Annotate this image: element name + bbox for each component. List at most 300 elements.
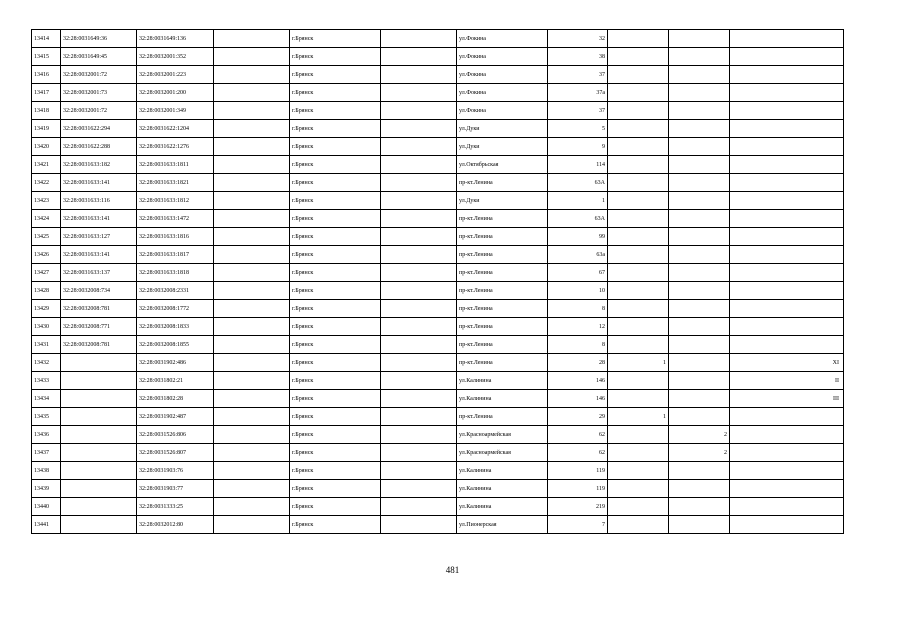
street-cell: ул.Фокина [457, 102, 548, 120]
old-cadastral-number-cell [61, 516, 137, 534]
record-number-cell: 13439 [32, 480, 61, 498]
registry-table [31, 29, 844, 534]
floor-cell [669, 300, 730, 318]
building-cell [608, 444, 669, 462]
empty-cell [381, 498, 457, 516]
table-row [32, 426, 844, 444]
room-cell [730, 408, 844, 426]
street-cell: ул.Дуки [457, 192, 548, 210]
room-cell [730, 30, 844, 48]
room-cell: III [730, 390, 844, 408]
building-cell [608, 426, 669, 444]
table-row [32, 516, 844, 534]
table-row [32, 174, 844, 192]
floor-cell [669, 174, 730, 192]
floor-cell [669, 264, 730, 282]
house-number-cell: 8 [548, 336, 608, 354]
registry-body [32, 30, 844, 534]
city-cell: г.Брянск [290, 246, 381, 264]
street-cell: пр-кт.Ленина [457, 282, 548, 300]
empty-cell [381, 66, 457, 84]
record-number-cell: 13422 [32, 174, 61, 192]
cadastral-number-cell: 32:28:0031649:136 [137, 30, 214, 48]
empty-cell [381, 282, 457, 300]
table-row [32, 192, 844, 210]
empty-cell [381, 174, 457, 192]
table-row [32, 282, 844, 300]
building-cell [608, 192, 669, 210]
street-cell: ул.Калинина [457, 462, 548, 480]
street-cell: ул.Пионерская [457, 516, 548, 534]
table-row [32, 300, 844, 318]
old-cadastral-number-cell [61, 498, 137, 516]
cadastral-number-cell: 32:28:0031633:1811 [137, 156, 214, 174]
room-cell [730, 120, 844, 138]
street-cell: ул.Калинина [457, 372, 548, 390]
empty-cell [214, 246, 290, 264]
cadastral-number-cell: 32:28:0032012:80 [137, 516, 214, 534]
empty-cell [381, 516, 457, 534]
record-number-cell: 13432 [32, 354, 61, 372]
empty-cell [214, 192, 290, 210]
table-row [32, 138, 844, 156]
building-cell [608, 300, 669, 318]
city-cell: г.Брянск [290, 300, 381, 318]
street-cell: ул.Фокина [457, 48, 548, 66]
empty-cell [214, 102, 290, 120]
empty-cell [381, 210, 457, 228]
city-cell: г.Брянск [290, 156, 381, 174]
table-row [32, 120, 844, 138]
floor-cell [669, 210, 730, 228]
building-cell [608, 210, 669, 228]
floor-cell [669, 408, 730, 426]
cadastral-number-cell: 32:28:0032008:1855 [137, 336, 214, 354]
record-number-cell: 13430 [32, 318, 61, 336]
building-cell [608, 264, 669, 282]
room-cell [730, 480, 844, 498]
empty-cell [381, 264, 457, 282]
building-cell [608, 498, 669, 516]
house-number-cell: 146 [548, 390, 608, 408]
floor-cell [669, 390, 730, 408]
house-number-cell: 63А [548, 210, 608, 228]
old-cadastral-number-cell: 32:28:0031633:137 [61, 264, 137, 282]
floor-cell [669, 138, 730, 156]
empty-cell [381, 372, 457, 390]
record-number-cell: 13429 [32, 300, 61, 318]
table-row [32, 480, 844, 498]
record-number-cell: 13427 [32, 264, 61, 282]
building-cell [608, 102, 669, 120]
empty-cell [214, 354, 290, 372]
street-cell: ул.Фокина [457, 84, 548, 102]
house-number-cell: 119 [548, 462, 608, 480]
house-number-cell: 146 [548, 372, 608, 390]
city-cell: г.Брянск [290, 30, 381, 48]
page-number: 481 [445, 565, 460, 575]
cadastral-number-cell: 32:28:0031903:77 [137, 480, 214, 498]
old-cadastral-number-cell [61, 390, 137, 408]
old-cadastral-number-cell: 32:28:0031633:141 [61, 246, 137, 264]
house-number-cell: 63а [548, 246, 608, 264]
old-cadastral-number-cell [61, 444, 137, 462]
record-number-cell: 13441 [32, 516, 61, 534]
cadastral-number-cell: 32:28:0032008:1772 [137, 300, 214, 318]
record-number-cell: 13435 [32, 408, 61, 426]
old-cadastral-number-cell: 32:28:0032001:72 [61, 102, 137, 120]
floor-cell [669, 318, 730, 336]
empty-cell [381, 138, 457, 156]
empty-cell [381, 48, 457, 66]
old-cadastral-number-cell: 32:28:0032001:73 [61, 84, 137, 102]
house-number-cell: 7 [548, 516, 608, 534]
old-cadastral-number-cell: 32:28:0031649:36 [61, 30, 137, 48]
empty-cell [214, 156, 290, 174]
record-number-cell: 13421 [32, 156, 61, 174]
house-number-cell: 28 [548, 354, 608, 372]
table-row [32, 408, 844, 426]
empty-cell [214, 174, 290, 192]
building-cell [608, 372, 669, 390]
table-row [32, 102, 844, 120]
house-number-cell: 8 [548, 300, 608, 318]
room-cell [730, 192, 844, 210]
city-cell: г.Брянск [290, 120, 381, 138]
table-row [32, 228, 844, 246]
floor-cell [669, 336, 730, 354]
street-cell: пр-кт.Ленина [457, 354, 548, 372]
street-cell: пр-кт.Ленина [457, 264, 548, 282]
record-number-cell: 13424 [32, 210, 61, 228]
floor-cell [669, 228, 730, 246]
floor-cell: 2 [669, 444, 730, 462]
empty-cell [214, 30, 290, 48]
old-cadastral-number-cell: 32:28:0031649:45 [61, 48, 137, 66]
house-number-cell: 12 [548, 318, 608, 336]
house-number-cell: 62 [548, 426, 608, 444]
street-cell: пр-кт.Ленина [457, 210, 548, 228]
street-cell: пр-кт.Ленина [457, 300, 548, 318]
building-cell [608, 480, 669, 498]
room-cell [730, 102, 844, 120]
record-number-cell: 13418 [32, 102, 61, 120]
house-number-cell: 119 [548, 480, 608, 498]
table-row [32, 336, 844, 354]
cadastral-number-cell: 32:28:0031633:1818 [137, 264, 214, 282]
empty-cell [381, 318, 457, 336]
building-cell [608, 138, 669, 156]
house-number-cell: 37 [548, 102, 608, 120]
cadastral-number-cell: 32:28:0032001:352 [137, 48, 214, 66]
old-cadastral-number-cell: 32:28:0031633:141 [61, 210, 137, 228]
building-cell [608, 30, 669, 48]
table-row [32, 444, 844, 462]
record-number-cell: 13433 [32, 372, 61, 390]
record-number-cell: 13437 [32, 444, 61, 462]
empty-cell [381, 354, 457, 372]
empty-cell [214, 498, 290, 516]
empty-cell [214, 426, 290, 444]
record-number-cell: 13440 [32, 498, 61, 516]
house-number-cell: 63А [548, 174, 608, 192]
empty-cell [214, 516, 290, 534]
building-cell [608, 228, 669, 246]
city-cell: г.Брянск [290, 264, 381, 282]
city-cell: г.Брянск [290, 192, 381, 210]
building-cell [608, 282, 669, 300]
building-cell [608, 390, 669, 408]
building-cell [608, 120, 669, 138]
floor-cell [669, 516, 730, 534]
cadastral-number-cell: 32:28:0031622:1276 [137, 138, 214, 156]
building-cell: 1 [608, 354, 669, 372]
house-number-cell: 219 [548, 498, 608, 516]
table-row [32, 462, 844, 480]
table-row [32, 84, 844, 102]
cadastral-number-cell: 32:28:0031903:76 [137, 462, 214, 480]
cadastral-number-cell: 32:28:0031633:1817 [137, 246, 214, 264]
room-cell [730, 300, 844, 318]
city-cell: г.Брянск [290, 282, 381, 300]
record-number-cell: 13419 [32, 120, 61, 138]
empty-cell [381, 300, 457, 318]
floor-cell: 2 [669, 426, 730, 444]
record-number-cell: 13431 [32, 336, 61, 354]
city-cell: г.Брянск [290, 336, 381, 354]
city-cell: г.Брянск [290, 354, 381, 372]
city-cell: г.Брянск [290, 84, 381, 102]
room-cell [730, 174, 844, 192]
street-cell: ул.Дуки [457, 138, 548, 156]
city-cell: г.Брянск [290, 66, 381, 84]
cadastral-number-cell: 32:28:0031633:1816 [137, 228, 214, 246]
room-cell [730, 138, 844, 156]
empty-cell [214, 138, 290, 156]
old-cadastral-number-cell: 32:28:0032008:781 [61, 300, 137, 318]
city-cell: г.Брянск [290, 480, 381, 498]
street-cell: ул.Красноармейская [457, 444, 548, 462]
house-number-cell: 1 [548, 192, 608, 210]
street-cell: ул.Калинина [457, 498, 548, 516]
empty-cell [214, 282, 290, 300]
city-cell: г.Брянск [290, 408, 381, 426]
table-row [32, 264, 844, 282]
street-cell: ул.Фокина [457, 30, 548, 48]
record-number-cell: 13415 [32, 48, 61, 66]
floor-cell [669, 66, 730, 84]
floor-cell [669, 246, 730, 264]
city-cell: г.Брянск [290, 498, 381, 516]
cadastral-number-cell: 32:28:0032001:349 [137, 102, 214, 120]
street-cell: пр-кт.Ленина [457, 318, 548, 336]
building-cell [608, 84, 669, 102]
city-cell: г.Брянск [290, 210, 381, 228]
house-number-cell: 32 [548, 30, 608, 48]
street-cell: ул.Фокина [457, 66, 548, 84]
street-cell: пр-кт.Ленина [457, 228, 548, 246]
building-cell [608, 174, 669, 192]
empty-cell [381, 120, 457, 138]
room-cell [730, 426, 844, 444]
empty-cell [214, 372, 290, 390]
city-cell: г.Брянск [290, 426, 381, 444]
room-cell [730, 336, 844, 354]
old-cadastral-number-cell [61, 408, 137, 426]
building-cell [608, 336, 669, 354]
old-cadastral-number-cell: 32:28:0032008:781 [61, 336, 137, 354]
cadastral-number-cell: 32:28:0031902:486 [137, 354, 214, 372]
street-cell: ул.Калинина [457, 390, 548, 408]
empty-cell [381, 84, 457, 102]
table-row [32, 210, 844, 228]
street-cell: пр-кт.Ленина [457, 408, 548, 426]
record-number-cell: 13417 [32, 84, 61, 102]
city-cell: г.Брянск [290, 318, 381, 336]
table-row [32, 66, 844, 84]
empty-cell [214, 300, 290, 318]
cadastral-number-cell: 32:28:0031526:806 [137, 426, 214, 444]
house-number-cell: 67 [548, 264, 608, 282]
cadastral-number-cell: 32:28:0031802:21 [137, 372, 214, 390]
street-cell: ул.Дуки [457, 120, 548, 138]
street-cell: ул.Октябрьская [457, 156, 548, 174]
empty-cell [381, 408, 457, 426]
building-cell [608, 462, 669, 480]
building-cell [608, 318, 669, 336]
street-cell: ул.Калинина [457, 480, 548, 498]
room-cell [730, 444, 844, 462]
street-cell: пр-кт.Ленина [457, 174, 548, 192]
record-number-cell: 13434 [32, 390, 61, 408]
city-cell: г.Брянск [290, 138, 381, 156]
city-cell: г.Брянск [290, 48, 381, 66]
floor-cell [669, 480, 730, 498]
house-number-cell: 9 [548, 138, 608, 156]
house-number-cell: 38 [548, 48, 608, 66]
room-cell [730, 228, 844, 246]
old-cadastral-number-cell [61, 462, 137, 480]
empty-cell [381, 156, 457, 174]
room-cell [730, 318, 844, 336]
cadastral-number-cell: 32:28:0031802:28 [137, 390, 214, 408]
city-cell: г.Брянск [290, 462, 381, 480]
old-cadastral-number-cell: 32:28:0032001:72 [61, 66, 137, 84]
record-number-cell: 13425 [32, 228, 61, 246]
room-cell: XI [730, 354, 844, 372]
old-cadastral-number-cell: 32:28:0032008:734 [61, 282, 137, 300]
house-number-cell: 37 [548, 66, 608, 84]
floor-cell [669, 462, 730, 480]
empty-cell [381, 228, 457, 246]
building-cell: 1 [608, 408, 669, 426]
record-number-cell: 13436 [32, 426, 61, 444]
empty-cell [381, 192, 457, 210]
building-cell [608, 516, 669, 534]
cadastral-number-cell: 32:28:0031633:1472 [137, 210, 214, 228]
floor-cell [669, 84, 730, 102]
room-cell [730, 66, 844, 84]
room-cell: II [730, 372, 844, 390]
old-cadastral-number-cell: 32:28:0031622:294 [61, 120, 137, 138]
table-row [32, 354, 844, 372]
room-cell [730, 462, 844, 480]
empty-cell [214, 120, 290, 138]
house-number-cell: 114 [548, 156, 608, 174]
house-number-cell: 5 [548, 120, 608, 138]
empty-cell [381, 246, 457, 264]
city-cell: г.Брянск [290, 228, 381, 246]
street-cell: пр-кт.Ленина [457, 246, 548, 264]
empty-cell [381, 390, 457, 408]
cadastral-number-cell: 32:28:0032001:200 [137, 84, 214, 102]
cadastral-number-cell: 32:28:0032001:223 [137, 66, 214, 84]
city-cell: г.Брянск [290, 102, 381, 120]
house-number-cell: 29 [548, 408, 608, 426]
empty-cell [214, 408, 290, 426]
empty-cell [381, 462, 457, 480]
record-number-cell: 13423 [32, 192, 61, 210]
empty-cell [214, 228, 290, 246]
room-cell [730, 246, 844, 264]
cadastral-number-cell: 32:28:0032008:2331 [137, 282, 214, 300]
city-cell: г.Брянск [290, 372, 381, 390]
building-cell [608, 48, 669, 66]
empty-cell [214, 210, 290, 228]
empty-cell [214, 318, 290, 336]
room-cell [730, 264, 844, 282]
room-cell [730, 516, 844, 534]
table-row [32, 318, 844, 336]
table-row [32, 390, 844, 408]
city-cell: г.Брянск [290, 174, 381, 192]
building-cell [608, 66, 669, 84]
cadastral-number-cell: 32:28:0031902:487 [137, 408, 214, 426]
empty-cell [381, 480, 457, 498]
room-cell [730, 156, 844, 174]
empty-cell [214, 48, 290, 66]
room-cell [730, 282, 844, 300]
empty-cell [381, 102, 457, 120]
floor-cell [669, 372, 730, 390]
record-number-cell: 13416 [32, 66, 61, 84]
record-number-cell: 13414 [32, 30, 61, 48]
old-cadastral-number-cell: 32:28:0031633:127 [61, 228, 137, 246]
cadastral-number-cell: 32:28:0031526:807 [137, 444, 214, 462]
floor-cell [669, 354, 730, 372]
empty-cell [214, 480, 290, 498]
table-row [32, 48, 844, 66]
old-cadastral-number-cell [61, 372, 137, 390]
floor-cell [669, 156, 730, 174]
floor-cell [669, 498, 730, 516]
empty-cell [214, 264, 290, 282]
record-number-cell: 13428 [32, 282, 61, 300]
empty-cell [214, 444, 290, 462]
empty-cell [214, 462, 290, 480]
cadastral-number-cell: 32:28:0031633:1812 [137, 192, 214, 210]
old-cadastral-number-cell: 32:28:0032008:771 [61, 318, 137, 336]
building-cell [608, 156, 669, 174]
city-cell: г.Брянск [290, 444, 381, 462]
empty-cell [381, 444, 457, 462]
street-cell: пр-кт.Ленина [457, 336, 548, 354]
house-number-cell: 62 [548, 444, 608, 462]
old-cadastral-number-cell: 32:28:0031633:182 [61, 156, 137, 174]
room-cell [730, 498, 844, 516]
cadastral-number-cell: 32:28:0031633:1821 [137, 174, 214, 192]
table-row [32, 30, 844, 48]
